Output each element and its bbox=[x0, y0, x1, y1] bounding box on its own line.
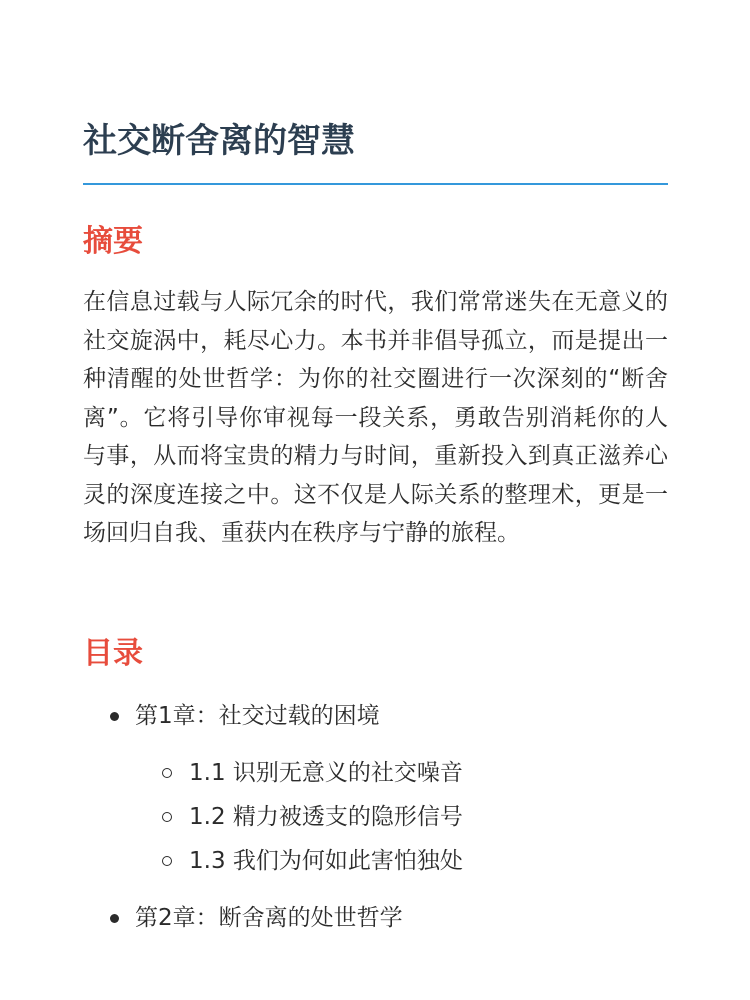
bullet-disc-icon bbox=[110, 712, 119, 721]
abstract-heading: 摘要 bbox=[83, 224, 143, 259]
toc-heading: 目录 bbox=[83, 636, 143, 671]
title-divider bbox=[83, 183, 668, 185]
document-title: 社交断舍离的智慧 bbox=[83, 121, 355, 161]
bullet-circle-icon bbox=[162, 856, 172, 866]
bullet-disc-icon bbox=[110, 914, 119, 923]
toc-item-label: 1.2 精力被透支的隐形信号 bbox=[189, 804, 463, 830]
toc-item-label: 1.3 我们为何如此害怕独处 bbox=[189, 848, 463, 874]
bullet-circle-icon bbox=[162, 768, 172, 778]
toc-item-label: 第1章：社交过载的困境 bbox=[135, 703, 380, 729]
toc-item-label: 第2章：断舍离的处世哲学 bbox=[135, 905, 403, 931]
toc-item-label: 1.1 识别无意义的社交噪音 bbox=[189, 760, 463, 786]
abstract-body: 在信息过载与人际冗余的时代，我们常常迷失在无意义的社交旋涡中，耗尽心力。本书并非倡导孤立，而是提出一种清醒的处世哲学：为你的社交圈进行一次深刻的“断舍离”。它将引导你审视每一段关系，勇敢告别消耗你的人与事，从而将宝贵的精力与时间，重新投入到真正滋养心灵的深度连接之中。这不仅是人际关系的整理术，更是一场回归自我、重获内在秩序与宁静的旅程。 bbox=[83, 289, 668, 546]
bullet-circle-icon bbox=[162, 812, 172, 822]
